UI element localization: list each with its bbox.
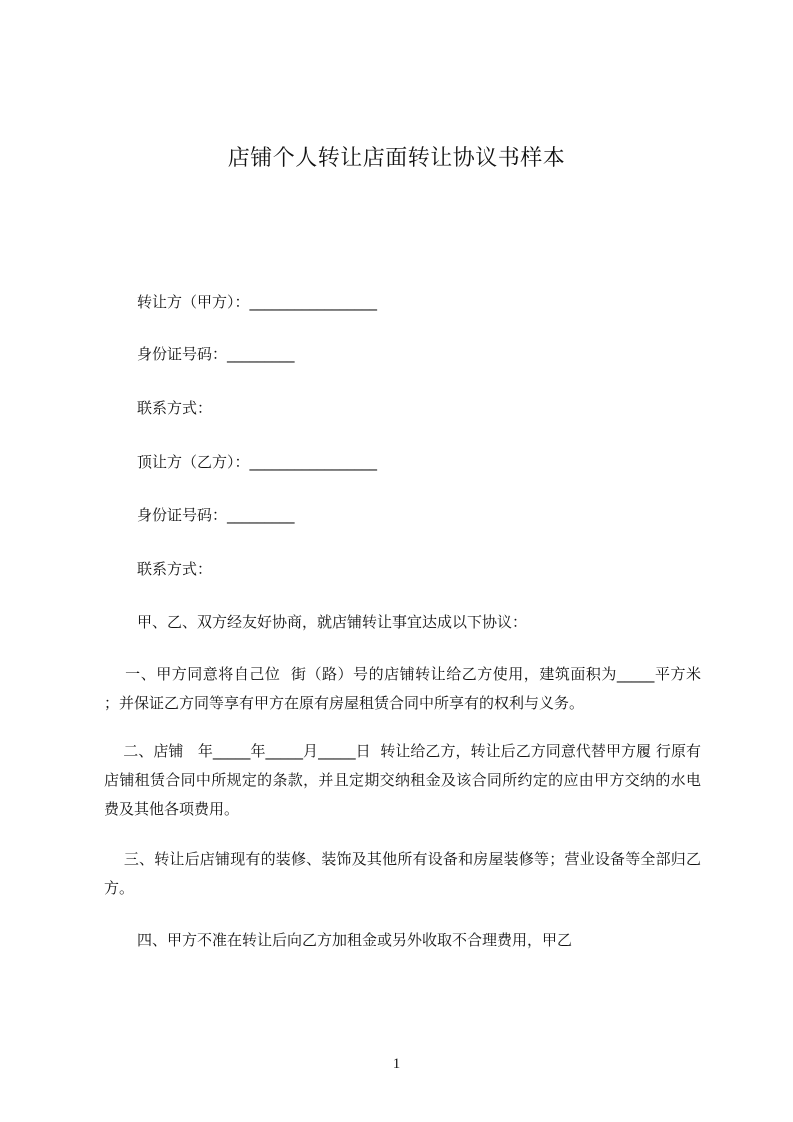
transferor-contact-line: 联系方式： <box>137 399 213 417</box>
transferee-id-line: 身份证号码：_________ <box>137 506 295 524</box>
transferee-line: 顶让方（乙方）：_________________ <box>137 453 378 471</box>
transferee-contact-line: 联系方式： <box>137 560 213 578</box>
document-title: 店铺个人转让店面转让协议书样本 <box>227 146 566 171</box>
clause-1: 一、甲方同意将自己位 街（路）号的店铺转让给乙方使用，建筑面积为_____平方米 ；并保证乙方同等享有甲方在原有房屋租赁合同中所享有的权利与义务。 <box>104 665 711 712</box>
clause-2: 二、店铺 年_____年_____月_____日 转让给乙方，转让后乙方同意代替甲方履 行原有店铺租赁合同中所规定的条款，并且定期交纳租金及该合同所约定的应由甲方交纳的水电费及其他各项费用。 <box>104 742 701 818</box>
intro-line: 甲、乙、双方经友好协商，就店铺转让事宜达成以下协议： <box>137 613 528 631</box>
transferor-id-line: 身份证号码：_________ <box>137 345 295 363</box>
clause-3: 三、转让后店铺现有的装修、装饰及其他所有设备和房屋装修等；营业设备等全部归乙方。 <box>104 850 701 897</box>
page-number: 1 <box>392 1056 401 1072</box>
transferor-line: 转让方（甲方）：_________________ <box>137 293 378 311</box>
clause-4: 四、甲方不准在转让后向乙方加租金或另外收取不合理费用，甲乙 <box>137 931 573 949</box>
